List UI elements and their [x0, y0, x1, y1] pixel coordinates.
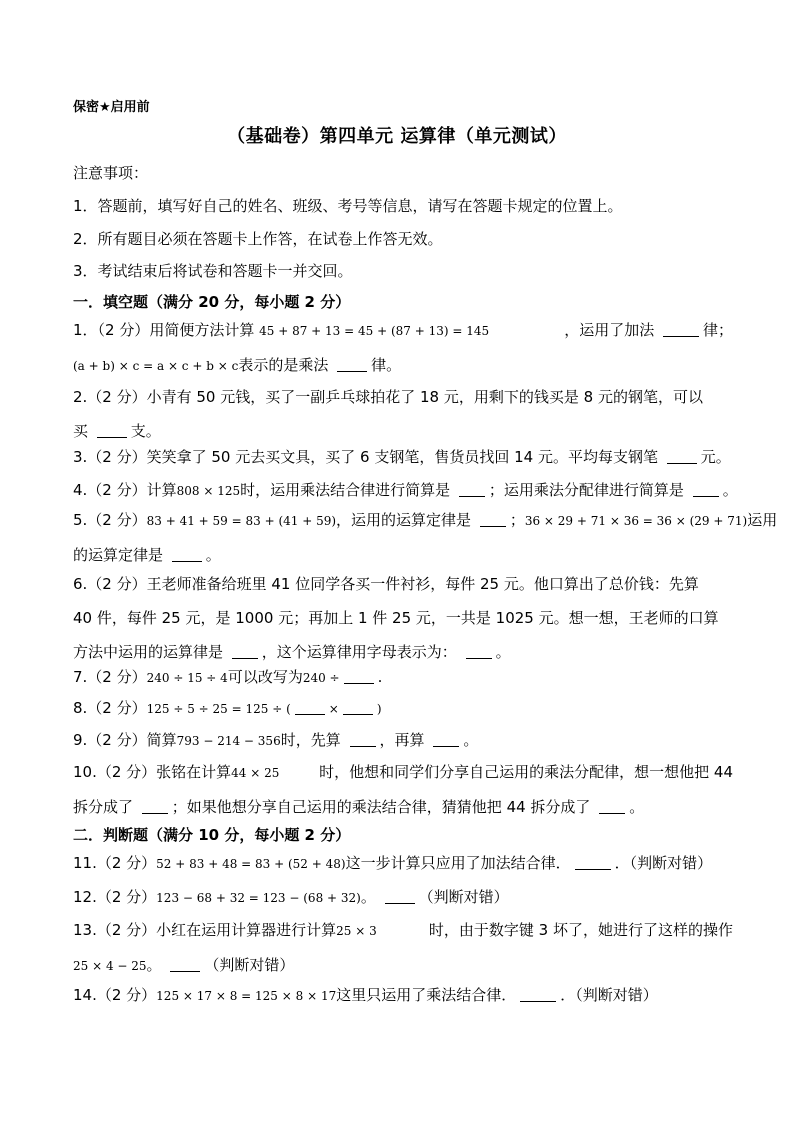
- answer-blank[interactable]: [343, 700, 373, 715]
- question-text: 拆分成了: [73, 798, 134, 816]
- section-fill-title: 一．填空题（满分 20 分，每小题 2 分）: [73, 293, 351, 311]
- math-expression: 83 + 41 + 59 = 83 + (41 + 59): [146, 514, 337, 528]
- question-text: ．（判断对错）: [614, 854, 713, 872]
- question-text: 40 件，每件 25 元，是 1000 元；再加上 1 件 25 元，一共是 1025 元。想一想，王老师的口算: [73, 609, 719, 627]
- question-text: 可以改写为: [227, 668, 303, 686]
- question-text: ，运用了加法: [564, 321, 655, 339]
- answer-blank[interactable]: [459, 482, 485, 497]
- math-expression: 44 × 25: [231, 766, 280, 780]
- question-text: ；运用乘法分配律进行简算是: [488, 481, 684, 499]
- answer-blank[interactable]: [350, 732, 376, 747]
- answer-blank[interactable]: [599, 799, 625, 814]
- math-expression: 793 − 214 − 356: [176, 734, 281, 748]
- question-text: ，再算: [379, 731, 425, 749]
- math-expression: 25 × 3: [336, 924, 377, 938]
- math-expression: 125 ÷ 5 ÷ 25 = 125 ÷ (: [146, 702, 291, 716]
- question-text: 这里只运用了乘法结合律．: [336, 986, 517, 1004]
- question-3: [73, 440, 733, 474]
- question-8: [73, 691, 733, 726]
- question-text: ，这个运算律用字母表示为：: [261, 643, 457, 661]
- question-text: 支。: [130, 422, 161, 440]
- question-text: 12.（2 分）: [73, 888, 157, 906]
- answer-blank[interactable]: [170, 957, 200, 972]
- question-text: 时，由于数字键 3 坏了，她进行了这样的操作: [428, 921, 733, 939]
- math-expression: 123 − 68 + 32 = 123 − (68 + 32): [156, 891, 361, 905]
- answer-blank[interactable]: [337, 357, 367, 372]
- answer-blank[interactable]: [433, 732, 459, 747]
- answer-blank[interactable]: [480, 512, 506, 527]
- math-expression: 125 × 17 × 8 = 125 × 8 × 17: [156, 989, 337, 1003]
- question-text: 1．（2 分）用简便方法计算: [73, 321, 255, 339]
- question-text: 。: [722, 481, 738, 499]
- question-1: [73, 313, 733, 383]
- question-text: 律。: [371, 356, 402, 374]
- question-text: 7.（2 分）: [73, 668, 147, 686]
- question-text: 6.（2 分）王老师准备给班里 41 位同学各买一件衬衫，每件 25 元。他口算出了总价钱：先算: [73, 575, 699, 593]
- question-text: 10.（2 分）张铭在计算: [73, 763, 232, 781]
- answer-blank[interactable]: [466, 644, 492, 659]
- question-text: 时，运用乘法结合律进行简算是: [240, 481, 451, 499]
- question-text: 。: [463, 731, 479, 749]
- question-text: （判断对错）: [204, 956, 295, 974]
- question-7: [73, 660, 733, 695]
- answer-blank[interactable]: [97, 423, 127, 438]
- math-expression: ): [376, 702, 382, 716]
- math-expression: 25 × 4 − 25: [73, 959, 147, 973]
- question-text: 13.（2 分）小红在运用计算器进行计算: [73, 921, 337, 939]
- question-text: 运用: [747, 511, 778, 529]
- question-text: 的运算定律是: [73, 546, 164, 564]
- question-text: 9.（2 分）简算: [73, 731, 177, 749]
- question-text: 元。: [700, 448, 731, 466]
- question-12: [73, 880, 733, 915]
- answer-blank[interactable]: [663, 322, 699, 337]
- question-14: [73, 978, 733, 1013]
- answer-blank[interactable]: [142, 799, 168, 814]
- math-expression: (a + b) × c = a × c + b × c: [73, 359, 239, 373]
- math-expression: 808 × 125: [176, 484, 241, 498]
- question-text: 。: [629, 798, 645, 816]
- page-title: （基础卷）第四单元 运算律（单元测试）: [227, 126, 567, 147]
- math-expression: 36 × 29 + 71 × 36 = 36 × (29 + 71): [524, 514, 748, 528]
- math-expression: 45 + 87 + 13 = 45 + (87 + 13) = 145: [259, 324, 490, 338]
- question-text: 5.（2 分）: [73, 511, 147, 529]
- question-text: ；如果他想分享自己运用的乘法结合律，猜猜他把 44 拆分成了: [171, 798, 591, 816]
- math-expression: 240 ÷: [302, 671, 340, 685]
- question-text: 11.（2 分）: [73, 854, 157, 872]
- question-text: 表示的是乘法: [238, 356, 329, 374]
- question-text: 。: [495, 643, 511, 661]
- question-text: 。: [146, 956, 162, 974]
- question-text: 方法中运用的运算律是: [73, 643, 224, 661]
- section-judge-title: 二．判断题（满分 10 分，每小题 2 分）: [73, 826, 351, 844]
- question-text: ．（判断对错）: [560, 986, 658, 1004]
- question-5: [73, 503, 778, 572]
- question-text: .: [377, 668, 383, 686]
- question-6: [73, 567, 733, 669]
- question-text: 律；: [702, 321, 733, 339]
- answer-blank[interactable]: [172, 547, 202, 562]
- question-10: [73, 755, 733, 824]
- confidential-label: 保密★启用前: [73, 100, 150, 115]
- math-expression: 240 ÷ 15 ÷ 4: [146, 671, 228, 685]
- question-text: 4.（2 分）计算: [73, 481, 177, 499]
- question-text: ；: [509, 511, 525, 529]
- notice-item: 3．考试结束后将试卷和答题卡一并交回。: [73, 262, 353, 280]
- notice-item: 1．答题前，填写好自己的姓名、班级、考号等信息，请写在答题卡规定的位置上。: [73, 197, 623, 215]
- question-text: 2.（2 分）小青有 50 元钱，买了一副乒乓球拍花了 18 元，用剩下的钱买是 8 元的钢笔，可以: [73, 388, 703, 406]
- answer-blank[interactable]: [693, 482, 719, 497]
- question-9: [73, 723, 733, 758]
- question-text: 8.（2 分）: [73, 699, 147, 717]
- answer-blank[interactable]: [295, 700, 325, 715]
- question-2: [73, 380, 733, 448]
- question-text: 。: [205, 546, 221, 564]
- answer-blank[interactable]: [575, 855, 611, 870]
- answer-blank[interactable]: [520, 987, 556, 1002]
- question-text: 14.（2 分）: [73, 986, 157, 1004]
- notice-item: 2．所有题目必须在答题卡上作答，在试卷上作答无效。: [73, 230, 443, 248]
- math-expression: ×: [328, 702, 339, 716]
- question-11: [73, 846, 733, 881]
- question-text: ，运用的运算定律是: [336, 511, 472, 529]
- answer-blank[interactable]: [232, 644, 258, 659]
- question-text: 。: [360, 888, 376, 906]
- question-text: 这一步计算只应用了加法结合律．: [345, 854, 571, 872]
- answer-blank[interactable]: [667, 449, 697, 464]
- question-text: 时，先算: [280, 731, 341, 749]
- notice-title: 注意事项：: [73, 164, 149, 182]
- math-expression: 52 + 83 + 48 = 83 + (52 + 48): [156, 857, 346, 871]
- question-text: 时，他想和同学们分享自己运用的乘法分配律，想一想他把 44: [319, 763, 733, 781]
- answer-blank[interactable]: [385, 889, 415, 904]
- question-text: （判断对错）: [418, 888, 509, 906]
- question-13: [73, 913, 733, 983]
- question-text: 3.（2 分）笑笑拿了 50 元去买文具，买了 6 支钢笔，售货员找回 14 元。平均每支钢笔: [73, 448, 658, 466]
- answer-blank[interactable]: [344, 669, 374, 684]
- question-text: 买: [73, 422, 89, 440]
